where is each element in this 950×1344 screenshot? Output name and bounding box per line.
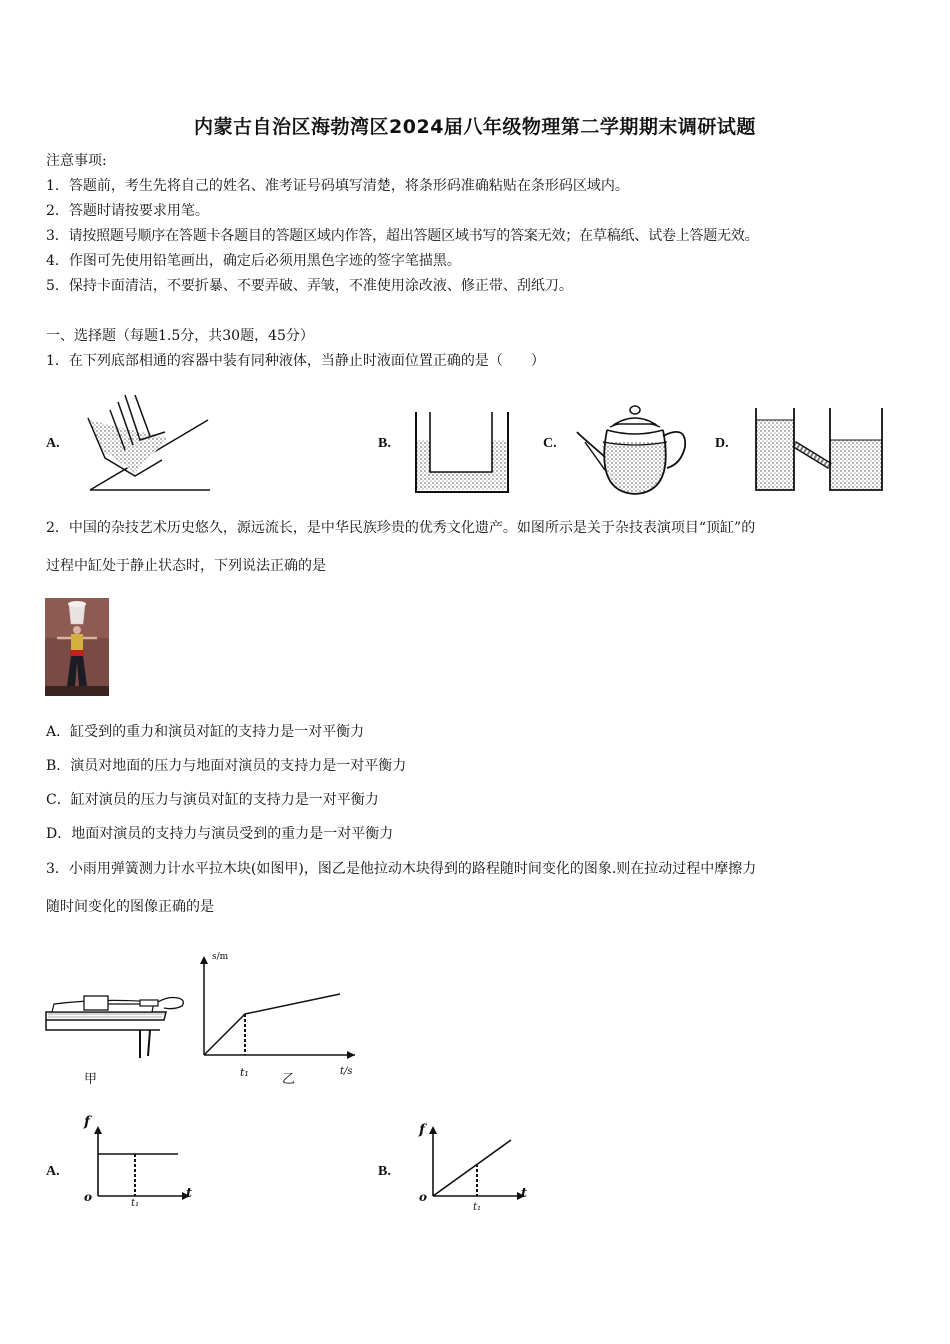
q1-figure-a <box>80 390 220 500</box>
graph-ylabel: s/m <box>212 952 229 962</box>
q3a-t-label: t <box>186 1186 193 1201</box>
q1-figure-d <box>752 406 888 496</box>
q1-option-b-label[interactable]: B. <box>378 436 391 451</box>
figure-jia-label: 甲 <box>84 1072 98 1087</box>
figure-jia-table <box>44 990 194 1060</box>
q3b-o-label: o <box>419 1190 428 1204</box>
question-2-stem-line1: 2．中国的杂技艺术历史悠久，源远流长，是中华民族珍贵的优秀文化遗产。如图所示是关于杂技表演项目“顶缸”的 <box>46 520 756 536</box>
q1-figure-c <box>575 402 695 498</box>
figure-yi-label: 乙 <box>282 1072 296 1087</box>
page-title: 内蒙古自治区海勃湾区2024届八年级物理第二学期期末调研试题 <box>194 116 756 138</box>
notice-item: 3．请按照题号顺序在答题卡各题目的答题区域内作答，超出答题区域书写的答案无效；在草稿纸、试卷上答题无效。 <box>46 228 759 244</box>
q3-option-a-label[interactable]: A. <box>46 1164 60 1179</box>
notice-item: 2．答题时请按要求用笔。 <box>46 203 209 219</box>
q1-option-a-label[interactable]: A. <box>46 436 60 451</box>
acrobat-photo <box>45 598 109 696</box>
q3a-t1-label: t₁ <box>131 1198 140 1209</box>
q3-option-a-graph <box>90 1118 200 1208</box>
q3b-t1-label: t₁ <box>473 1202 482 1213</box>
question-3-stem-line1: 3．小雨用弹簧测力计水平拉木块(如图甲)，图乙是他拉动木块得到的路程随时间变化的图象.则在拉动过程中摩擦力 <box>46 861 757 877</box>
q3-option-b-graph <box>425 1118 535 1208</box>
q3b-f-label: f <box>419 1122 426 1138</box>
graph-t1-label: t₁ <box>240 1066 249 1079</box>
question-3-stem-line2: 随时间变化的图像正确的是 <box>46 899 214 915</box>
q2-option-a[interactable]: A．缸受到的重力和演员对缸的支持力是一对平衡力 <box>46 724 365 740</box>
question-1-stem: 1．在下列底部相通的容器中装有同种液体，当静止时液面位置正确的是（ ） <box>46 353 545 369</box>
notice-item: 4．作图可先使用铅笔画出，确定后必须用黑色字迹的签字笔描黑。 <box>46 253 461 269</box>
figure-yi-graph <box>195 950 365 1065</box>
q2-option-c[interactable]: C．缸对演员的压力与演员对缸的支持力是一对平衡力 <box>46 792 379 808</box>
q3-option-b-label[interactable]: B. <box>378 1164 391 1179</box>
question-2-stem-line2: 过程中缸处于静止状态时，下列说法正确的是 <box>46 558 326 574</box>
q3a-o-label: o <box>84 1190 93 1204</box>
q3a-f-label: f <box>84 1114 91 1130</box>
notice-item: 1．答题前，考生先将自己的姓名、准考证号码填写清楚，将条形码准确粘贴在条形码区域内。 <box>46 178 629 194</box>
q3b-t-label: t <box>521 1186 528 1201</box>
q1-option-d-label[interactable]: D. <box>715 436 729 451</box>
notice-item: 5．保持卡面清洁，不要折暴、不要弄破、弄皱，不准使用涂改液、修正带、刮纸刀。 <box>46 278 573 294</box>
q2-option-b[interactable]: B．演员对地面的压力与地面对演员的支持力是一对平衡力 <box>46 758 407 774</box>
q2-option-d[interactable]: D．地面对演员的支持力与演员受到的重力是一对平衡力 <box>46 826 394 842</box>
graph-xlabel: t/s <box>340 1066 353 1077</box>
q1-option-c-label[interactable]: C. <box>543 436 557 451</box>
q1-figure-b <box>412 410 512 496</box>
section-heading: 一、选择题（每题1.5分，共30题，45分） <box>46 328 314 344</box>
notice-heading: 注意事项: <box>46 153 107 169</box>
